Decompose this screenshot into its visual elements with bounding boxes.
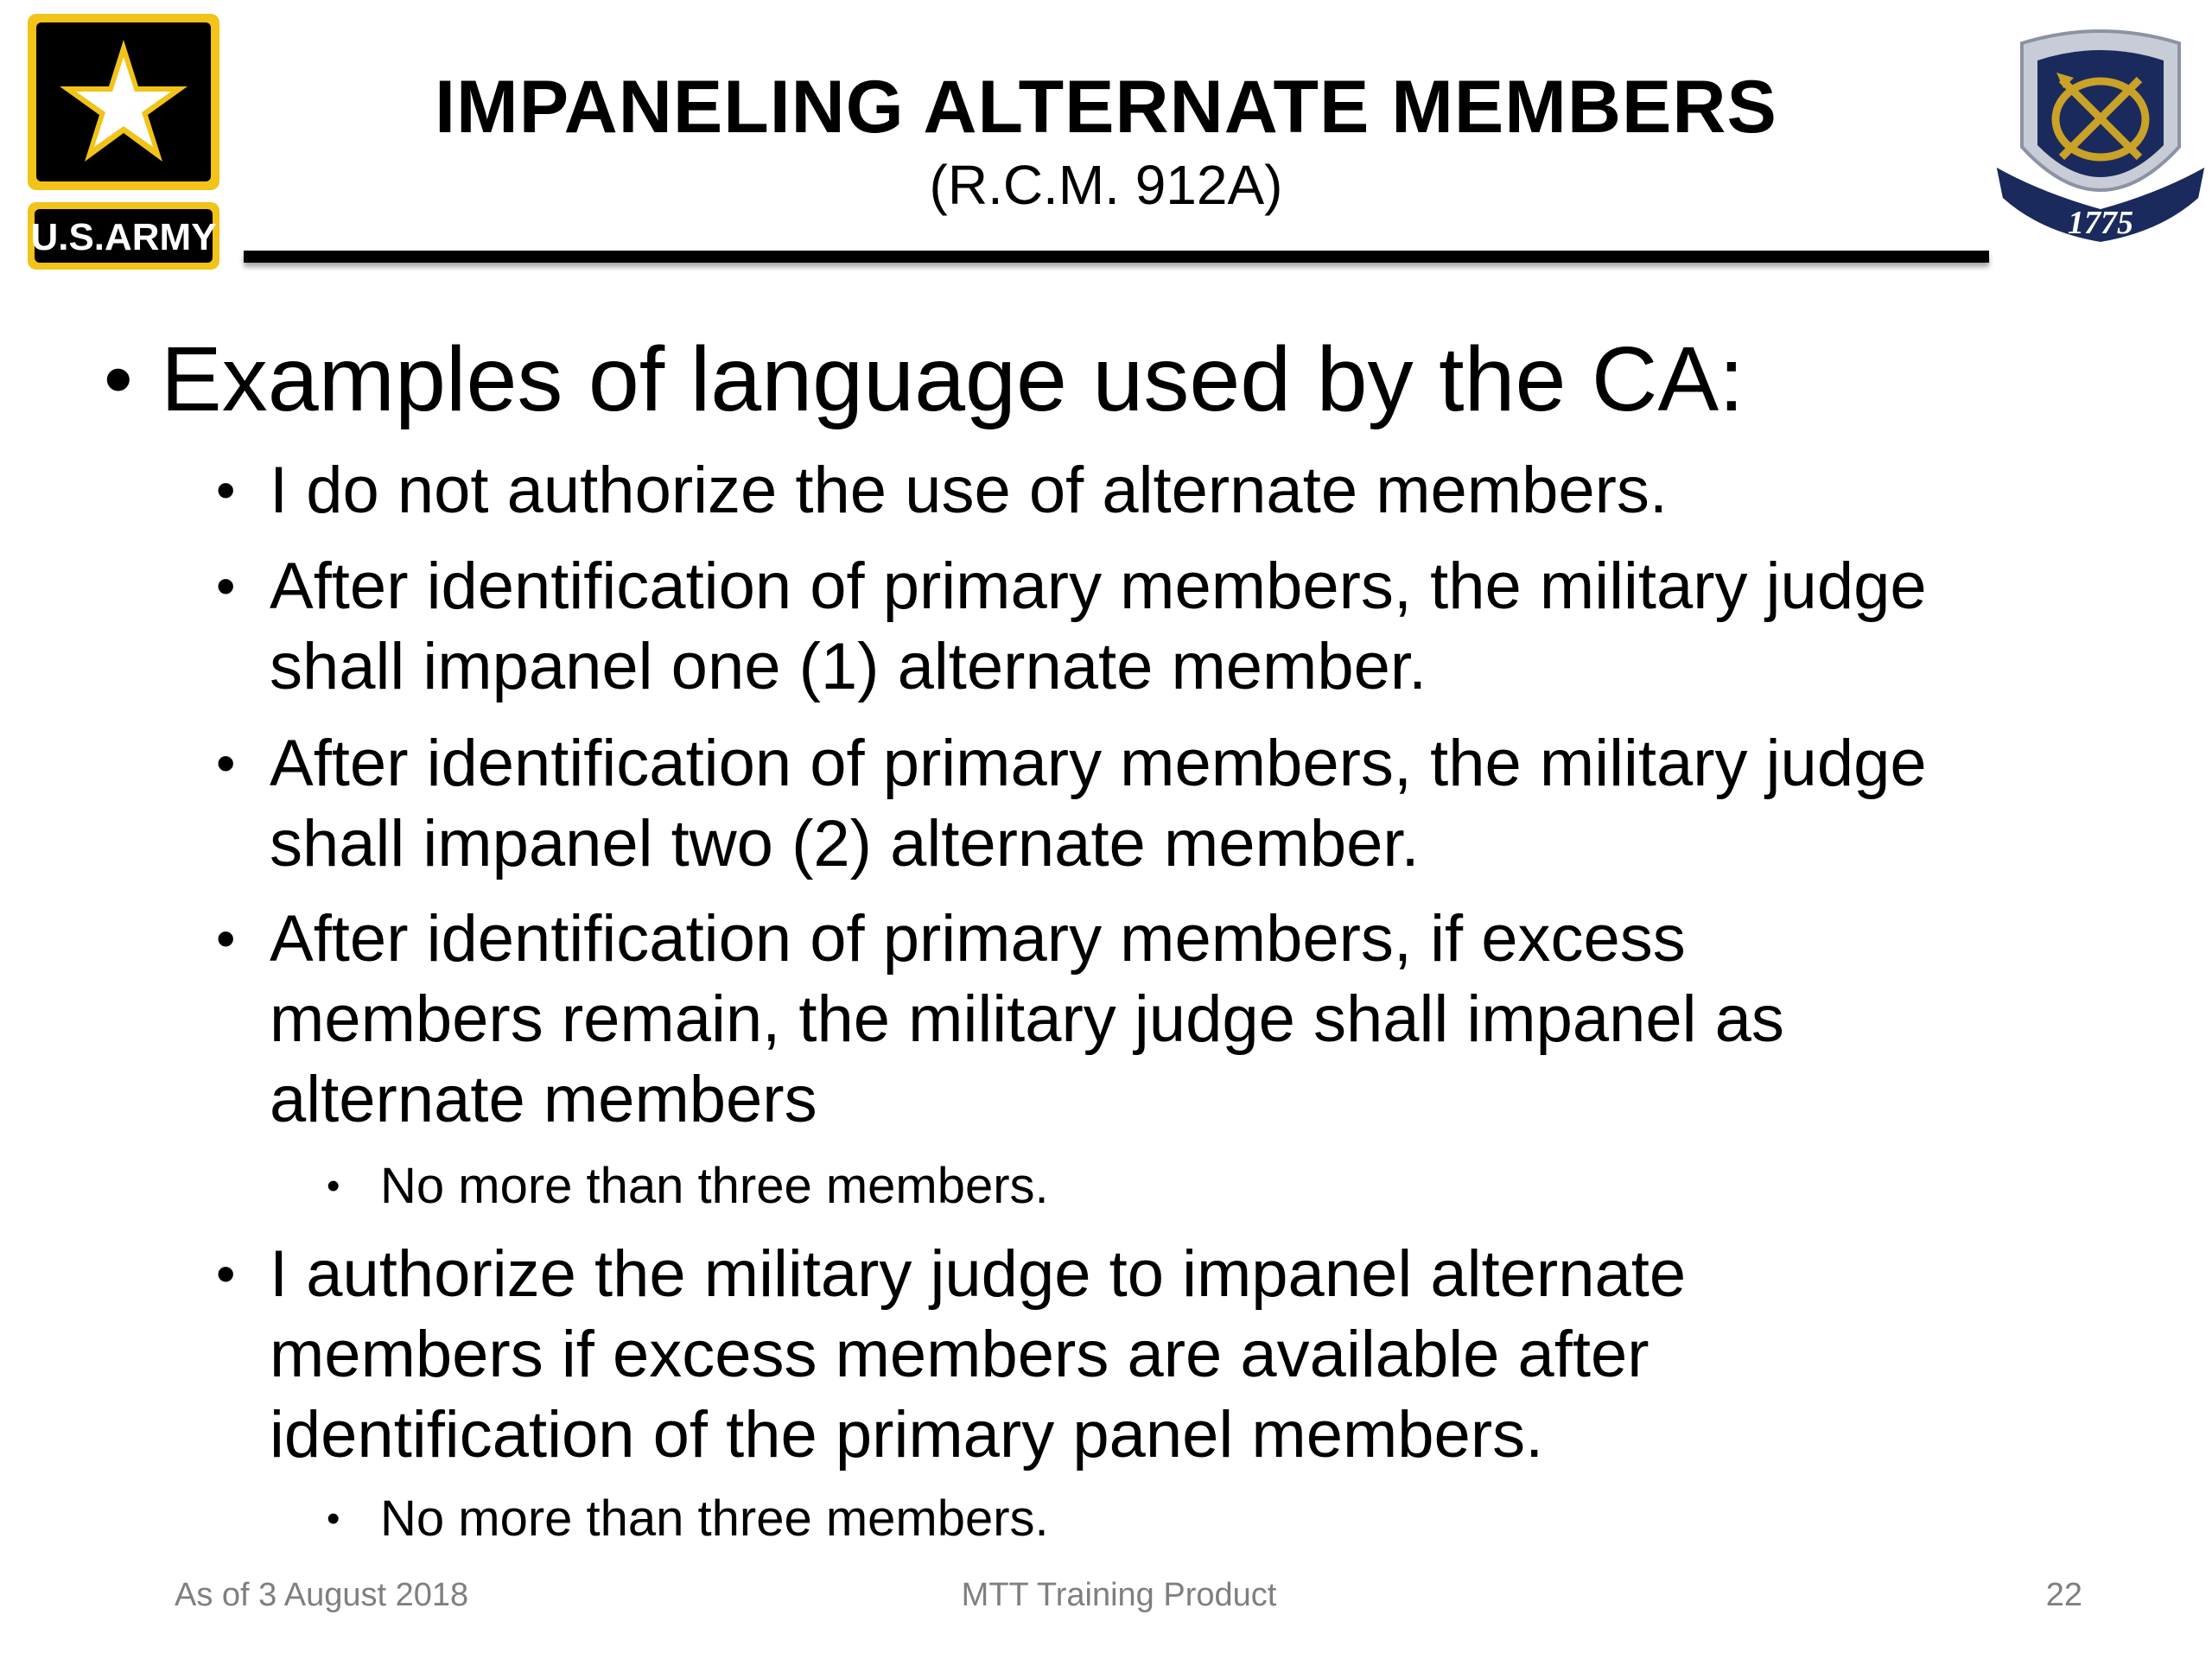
footer-product: MTT Training Product: [961, 1577, 1277, 1613]
bullet-icon: •: [216, 732, 236, 794]
main-bullet-text: Examples of language used by the CA:: [161, 328, 1745, 430]
main-bullet: [104, 327, 1745, 432]
sub-bullet-text: I authorize the military judge to impanel alternate members if excess members are available after identification of the primary panel members.: [270, 1237, 1687, 1471]
page-number: 22: [2045, 1577, 2082, 1613]
bullet-icon: •: [327, 1497, 340, 1540]
footer-date: As of 3 August 2018: [175, 1577, 469, 1613]
sub-sub-bullet-text: No more than three members.: [380, 1491, 1049, 1547]
sub-bullet: [216, 450, 2196, 531]
bullet-icon: •: [216, 555, 236, 617]
sub-sub-bullet: [327, 1156, 1049, 1217]
sub-bullet-text: After identification of primary members, the military judge shall impanel two (2) alternate member.: [270, 727, 1927, 880]
sub-bullet-text: After identification of primary members, the military judge shall impanel one (1) alternate member.: [270, 550, 1927, 703]
sub-bullet-text: I do not authorize the use of alternate members.: [270, 454, 1669, 527]
sub-bullet-text: After identification of primary members, if excess members remain, the military judge shall impanel as alternate members: [270, 902, 1784, 1136]
slide-subtitle: (R.C.M. 912A): [929, 154, 1283, 216]
sub-bullet: [216, 723, 2196, 884]
bullet-icon: •: [216, 907, 236, 969]
sub-bullet: [216, 546, 2196, 707]
bullet-icon: •: [216, 459, 236, 521]
slide-title: IMPANELING ALTERNATE MEMBERS: [435, 66, 1777, 149]
sub-sub-bullet-text: No more than three members.: [380, 1158, 1049, 1214]
bullet-icon: •: [104, 333, 133, 425]
sub-bullet: [216, 1234, 2196, 1475]
sub-bullet: [216, 899, 2196, 1140]
crest-year-text: 1775: [2068, 205, 2133, 241]
army-logo-text: U.S.ARMY: [30, 216, 217, 258]
bullet-icon: •: [216, 1243, 236, 1305]
bullet-icon: •: [327, 1165, 340, 1207]
sub-sub-bullet: [327, 1489, 1049, 1549]
